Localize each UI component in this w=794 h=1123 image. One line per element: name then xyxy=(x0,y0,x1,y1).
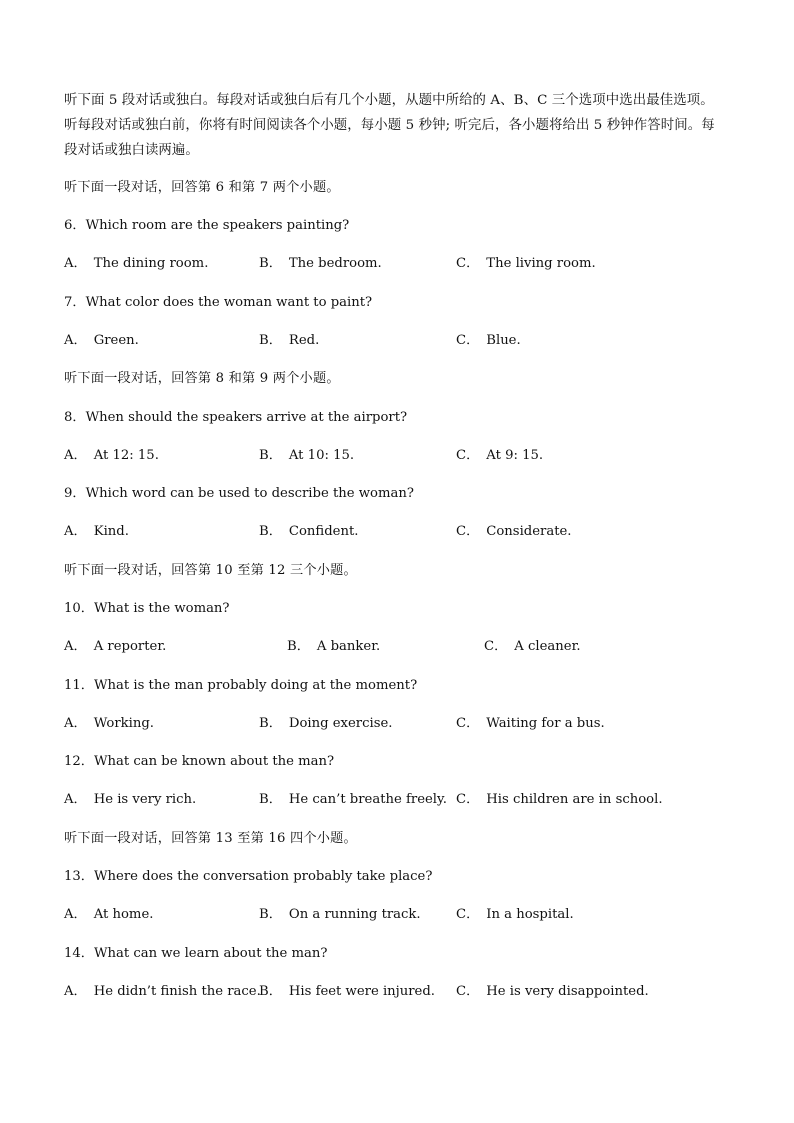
option-letter: A． xyxy=(64,907,87,922)
option-letter: C． xyxy=(484,639,508,654)
option-text: At 9: 15. xyxy=(486,448,544,463)
option-letter: B． xyxy=(259,524,282,539)
question-text: What can we learn about the man? xyxy=(93,946,328,961)
option-c xyxy=(456,446,543,466)
option-a xyxy=(64,714,154,734)
option-letter: C． xyxy=(456,256,480,271)
option-a xyxy=(64,790,196,810)
option-letter: A． xyxy=(64,716,87,731)
option-text: Green. xyxy=(93,333,139,348)
option-c xyxy=(484,637,581,657)
option-text: He can’t breathe freely. xyxy=(288,792,447,807)
question-12 xyxy=(64,752,334,772)
question-text: What color does the woman want to paint? xyxy=(85,295,373,310)
option-b xyxy=(259,254,382,274)
option-text: At home. xyxy=(93,907,154,922)
option-letter: C． xyxy=(456,984,480,999)
option-text: Kind. xyxy=(93,524,129,539)
option-letter: B． xyxy=(259,984,282,999)
option-text: A banker. xyxy=(316,639,381,654)
options-10 xyxy=(64,637,754,657)
question-6 xyxy=(64,216,349,236)
option-text: Confident. xyxy=(288,524,359,539)
question-number: 10． xyxy=(64,601,94,616)
option-text: Considerate. xyxy=(486,524,572,539)
question-number: 13． xyxy=(64,869,94,884)
option-text: The living room. xyxy=(486,256,596,271)
option-text: At 10: 15. xyxy=(288,448,355,463)
option-text: He is very disappointed. xyxy=(486,984,649,999)
option-letter: C． xyxy=(456,716,480,731)
question-number: 7． xyxy=(64,295,86,310)
options-14 xyxy=(64,982,754,1002)
option-a xyxy=(64,982,261,1002)
option-c xyxy=(456,522,572,542)
option-b xyxy=(287,637,380,657)
question-number: 6． xyxy=(64,218,86,233)
option-letter: B． xyxy=(259,448,282,463)
document-page xyxy=(64,0,754,1123)
option-b xyxy=(259,714,392,734)
question-11 xyxy=(64,676,417,696)
question-10 xyxy=(64,599,230,619)
option-letter: B． xyxy=(259,792,282,807)
question-number: 14． xyxy=(64,946,94,961)
option-a xyxy=(64,254,208,274)
question-number: 11． xyxy=(64,678,94,693)
instructions xyxy=(64,88,754,163)
option-text: He didn’t finish the race. xyxy=(93,984,261,999)
option-text: Red. xyxy=(288,333,320,348)
option-letter: A． xyxy=(64,333,87,348)
option-b xyxy=(259,905,421,925)
option-letter: C． xyxy=(456,448,480,463)
option-text: He is very rich. xyxy=(93,792,197,807)
option-c xyxy=(456,905,574,925)
question-text: Which word can be used to describe the woman? xyxy=(85,486,414,501)
option-letter: A． xyxy=(64,639,87,654)
options-8 xyxy=(64,446,754,466)
option-letter: C． xyxy=(456,333,480,348)
question-text: Where does the conversation probably take place? xyxy=(93,869,433,884)
option-text: Working. xyxy=(93,716,154,731)
options-13 xyxy=(64,905,754,925)
option-b xyxy=(259,982,435,1002)
question-text: What can be known about the man? xyxy=(93,754,335,769)
option-letter: C． xyxy=(456,792,480,807)
option-b xyxy=(259,331,319,351)
option-text: The dining room. xyxy=(93,256,209,271)
option-a xyxy=(64,637,166,657)
option-text: A reporter. xyxy=(93,639,167,654)
section-heading-2: 听下面一段对话，回答第 8 和第 9 两个小题。 xyxy=(64,371,340,386)
option-letter: A． xyxy=(64,256,87,271)
instructions-line-3: 段对话或独白读两遍。 xyxy=(64,143,199,158)
question-text: What is the woman? xyxy=(93,601,230,616)
options-12 xyxy=(64,790,754,810)
option-letter: B． xyxy=(259,256,282,271)
question-number: 8． xyxy=(64,410,86,425)
option-c xyxy=(456,714,605,734)
question-8 xyxy=(64,408,407,428)
option-text: On a running track. xyxy=(288,907,421,922)
section-heading-4: 听下面一段对话，回答第 13 至第 16 四个小题。 xyxy=(64,831,357,846)
question-number: 12． xyxy=(64,754,94,769)
option-letter: B． xyxy=(259,907,282,922)
option-text: A cleaner. xyxy=(514,639,581,654)
instructions-line-1: 听下面 5 段对话或独白。每段对话或独白后有几个小题，从题中所给的 A、B、C 三个选项中选出最佳选项。 xyxy=(64,93,714,108)
option-c xyxy=(456,790,663,810)
option-text: Doing exercise. xyxy=(288,716,393,731)
option-text: His children are in school. xyxy=(486,792,663,807)
option-letter: C． xyxy=(456,907,480,922)
option-a xyxy=(64,446,159,466)
option-letter: A． xyxy=(64,448,87,463)
option-text: Blue. xyxy=(486,333,521,348)
question-7 xyxy=(64,293,372,313)
option-text: Waiting for a bus. xyxy=(486,716,605,731)
option-letter: A． xyxy=(64,792,87,807)
option-b xyxy=(259,522,358,542)
option-a xyxy=(64,905,153,925)
question-14 xyxy=(64,944,327,964)
option-c xyxy=(456,982,649,1002)
option-c xyxy=(456,331,521,351)
option-letter: B． xyxy=(259,333,282,348)
option-letter: B． xyxy=(259,716,282,731)
option-text: His feet were injured. xyxy=(288,984,435,999)
question-text: Which room are the speakers painting? xyxy=(85,218,350,233)
question-text: When should the speakers arrive at the airport? xyxy=(85,410,408,425)
options-9 xyxy=(64,522,754,542)
options-11 xyxy=(64,714,754,734)
option-text: The bedroom. xyxy=(288,256,382,271)
option-b xyxy=(259,790,447,810)
option-a xyxy=(64,522,129,542)
question-number: 9． xyxy=(64,486,86,501)
option-text: In a hospital. xyxy=(486,907,574,922)
option-letter: C． xyxy=(456,524,480,539)
option-text: At 12: 15. xyxy=(93,448,159,463)
question-13 xyxy=(64,867,432,887)
section-heading-1: 听下面一段对话，回答第 6 和第 7 两个小题。 xyxy=(64,180,340,195)
option-c xyxy=(456,254,596,274)
option-letter: B． xyxy=(287,639,310,654)
option-letter: A． xyxy=(64,524,87,539)
option-b xyxy=(259,446,354,466)
options-6 xyxy=(64,254,754,274)
instructions-line-2: 听每段对话或独白前，你将有时间阅读各个小题，每小题 5 秒钟; 听完后，各小题将给出 5 秒钟作答时间。每 xyxy=(64,118,715,133)
options-7 xyxy=(64,331,754,351)
option-a xyxy=(64,331,139,351)
option-letter: A． xyxy=(64,984,87,999)
question-9 xyxy=(64,484,414,504)
section-heading-3: 听下面一段对话，回答第 10 至第 12 三个小题。 xyxy=(64,563,357,578)
question-text: What is the man probably doing at the moment? xyxy=(93,678,418,693)
